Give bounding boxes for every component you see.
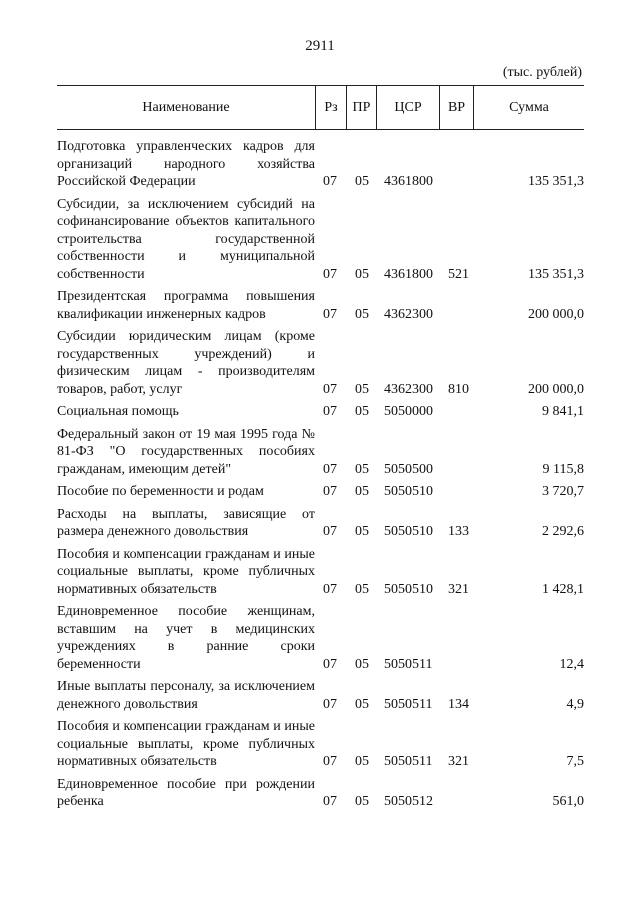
row-name: Пособия и компенсации гражданам и иные социальные выплаты, кроме публичных нормативных обязательств [57, 719, 315, 769]
row-csr: 5050511 [384, 656, 433, 672]
row-name: Подготовка управленческих кадров для организаций народного хозяйства Российской Федерации [57, 139, 315, 189]
table-row [57, 776, 584, 811]
row-name: Единовременное пособие женщинам, вставшим на учет в медицинских учреждениях в ранние сроки беременности [57, 604, 315, 672]
row-pr: 05 [355, 461, 369, 477]
row-pr: 05 [355, 696, 369, 712]
row-name: Субсидии юридическим лицам (кроме государственных учреждений) и физическим лицам - производителям товаров, работ, услуг [57, 329, 315, 397]
row-vr: 321 [448, 581, 469, 597]
header-rz: Рз [324, 99, 338, 115]
row-vr: 321 [448, 754, 469, 769]
row-vr: 810 [448, 381, 469, 397]
row-rz: 07 [323, 266, 337, 282]
table-row [57, 138, 584, 191]
row-pr: 05 [355, 381, 369, 397]
row-codes [57, 523, 584, 541]
row-rz: 07 [323, 794, 337, 809]
row-codes [57, 403, 584, 421]
table-row [57, 678, 584, 713]
row-sum: 12,4 [559, 656, 584, 672]
row-name: Единовременное пособие при рождении ребенка [57, 776, 315, 809]
row-vr: 521 [448, 266, 469, 282]
row-name: Пособие по беременности и родам [57, 484, 264, 499]
row-rz: 07 [323, 174, 337, 189]
row-pr: 05 [355, 524, 369, 539]
row-sum: 135 351,3 [528, 266, 584, 282]
row-rz: 07 [323, 484, 337, 499]
row-rz: 07 [323, 656, 337, 672]
row-codes [57, 581, 584, 599]
row-sum: 4,9 [566, 696, 584, 712]
row-vr: 133 [448, 524, 469, 539]
row-csr: 5050510 [384, 484, 433, 499]
row-codes [57, 461, 584, 479]
row-name: Пособия и компенсации гражданам и иные социальные выплаты, кроме публичных нормативных обязательств [57, 546, 315, 597]
table-row [57, 328, 584, 398]
table-row [57, 718, 584, 771]
row-name: Федеральный закон от 19 мая 1995 года № 81-ФЗ "О государственных пособиях гражданам, имеющим детей" [57, 426, 315, 477]
row-sum: 1 428,1 [542, 581, 584, 597]
row-codes [57, 696, 584, 714]
row-rz: 07 [323, 461, 337, 477]
row-sum: 135 351,3 [528, 174, 584, 189]
row-pr: 05 [355, 484, 369, 499]
row-pr: 05 [355, 174, 369, 189]
row-codes [57, 753, 584, 771]
row-pr: 05 [355, 306, 369, 322]
row-sum: 561,0 [552, 794, 584, 809]
row-rz: 07 [323, 524, 337, 539]
row-rz: 07 [323, 306, 337, 322]
row-sum: 2 292,6 [542, 524, 584, 539]
row-codes [57, 306, 584, 324]
row-sum: 9 115,8 [542, 461, 584, 477]
row-pr: 05 [355, 581, 369, 597]
row-codes [57, 656, 584, 674]
row-sum: 200 000,0 [528, 381, 584, 397]
row-pr: 05 [355, 656, 369, 672]
row-codes [57, 381, 584, 399]
row-csr: 5050511 [384, 754, 433, 769]
row-pr: 05 [355, 794, 369, 809]
row-rz: 07 [323, 696, 337, 712]
units-label: (тыс. рублей) [502, 65, 582, 80]
table-row [57, 506, 584, 541]
row-csr: 4362300 [384, 381, 433, 397]
table-row [57, 426, 584, 479]
row-csr: 4362300 [384, 306, 433, 322]
row-csr: 4361800 [384, 174, 433, 189]
row-pr: 05 [355, 266, 369, 282]
header-vr: ВР [447, 99, 466, 115]
table-row [57, 603, 584, 673]
header-csr: ЦСР [394, 99, 422, 115]
row-sum: 3 720,7 [542, 484, 584, 499]
header-name: Наименование [142, 99, 230, 115]
table-row [57, 288, 584, 323]
row-csr: 5050510 [384, 581, 433, 597]
table-row [57, 483, 584, 501]
table-row [57, 546, 584, 599]
row-codes [57, 483, 584, 501]
row-name: Расходы на выплаты, зависящие от размера денежного довольствия [57, 506, 315, 539]
row-rz: 07 [323, 581, 337, 597]
row-csr: 5050512 [384, 794, 433, 809]
row-csr: 5050000 [384, 404, 433, 419]
row-rz: 07 [323, 381, 337, 397]
header-sum: Сумма [509, 99, 549, 115]
table-header [57, 85, 584, 130]
page-number: 2911 [305, 38, 335, 54]
header-pr: ПР [352, 99, 371, 115]
table-row [57, 196, 584, 284]
table-row [57, 403, 584, 421]
row-rz: 07 [323, 404, 337, 419]
row-codes [57, 266, 584, 284]
row-rz: 07 [323, 754, 337, 769]
row-name: Президентская программа повышения квалификации инженерных кадров [57, 289, 315, 322]
row-csr: 5050511 [384, 696, 433, 712]
row-name: Иные выплаты персоналу, за исключением денежного довольствия [57, 679, 315, 712]
row-sum: 9 841,1 [542, 404, 584, 419]
row-sum: 7,5 [566, 754, 584, 769]
row-csr: 4361800 [384, 266, 433, 282]
row-pr: 05 [355, 754, 369, 769]
row-csr: 5050510 [384, 524, 433, 539]
row-name: Социальная помощь [57, 404, 179, 419]
row-codes [57, 173, 584, 191]
row-vr: 134 [448, 696, 469, 712]
row-name: Субсидии, за исключением субсидий на софинансирование объектов капитального строительства государственной собственности и муниципальной собственности [57, 196, 315, 282]
table-body [57, 138, 584, 816]
row-sum: 200 000,0 [528, 306, 584, 322]
row-pr: 05 [355, 404, 369, 419]
row-codes [57, 793, 584, 811]
row-csr: 5050500 [384, 461, 433, 477]
